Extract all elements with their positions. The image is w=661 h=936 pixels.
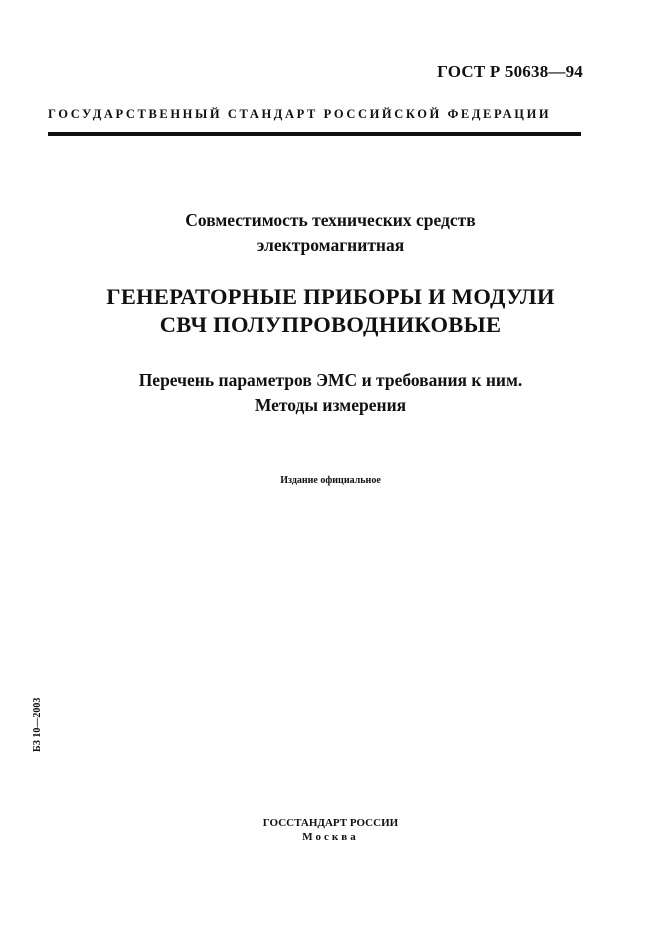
state-standard-heading: ГОСУДАРСТВЕННЫЙ СТАНДАРТ РОССИЙСКОЙ ФЕДЕРАЦИИ (48, 107, 552, 121)
publisher-city: Москва (302, 831, 359, 843)
description-line-1: Перечень параметров ЭМС и требования к ним. (138, 370, 523, 390)
description (0, 368, 661, 418)
main-title-line-2: СВЧ ПОЛУПРОВОДНИКОВЫЕ (159, 312, 502, 337)
publisher-block (0, 816, 661, 844)
subtitle-line-2: электромагнитная (256, 235, 405, 255)
publisher-name: ГОССТАНДАРТ РОССИИ (262, 817, 399, 829)
subtitle-line-1: Совместимость технических средств (185, 210, 476, 230)
main-title-line-1: ГЕНЕРАТОРНЫЕ ПРИБОРЫ И МОДУЛИ (106, 284, 555, 309)
header-rule (48, 132, 581, 136)
main-title (0, 283, 661, 339)
description-line-2: Методы измерения (254, 395, 407, 415)
subtitle (0, 208, 661, 258)
side-code: БЗ 10—2003 (32, 697, 43, 752)
edition-note: Издание официальное (280, 475, 381, 486)
document-number: ГОСТ Р 50638—94 (437, 62, 583, 81)
